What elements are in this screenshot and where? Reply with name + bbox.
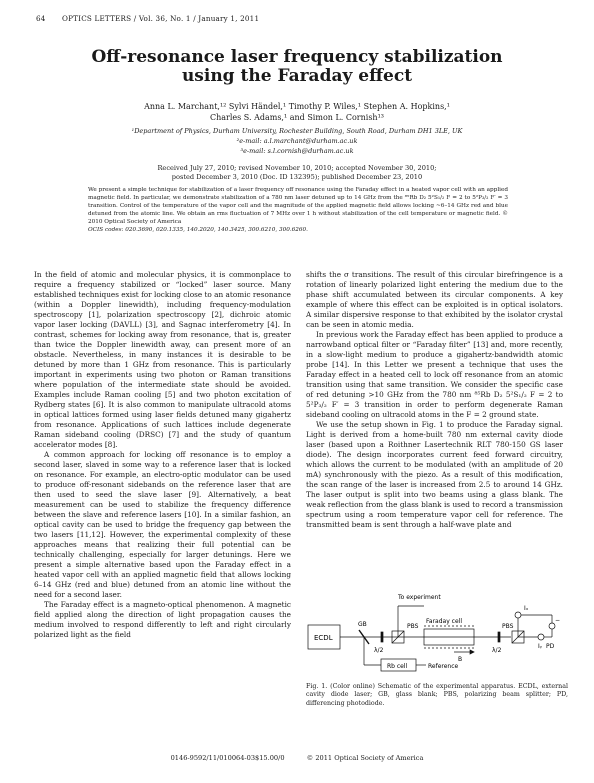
label-gb: GB (358, 621, 367, 628)
authors-line-2: Charles S. Adams,¹ and Simon L. Cornish¹³ (209, 113, 384, 122)
footer-code: 0146-9592/11/010064-03$15.00/0 (170, 754, 285, 762)
paragraph: We use the setup shown in Fig. 1 to produce the Faraday signal. Light is derived from a home-built 780 nm external cavity diode laser (based upon a Roithner Lasertechnik RLT 780-150 GS laser diode). The design incorporates current feed forward circuitry, which allows the current to be modulated (with an amplitude of 20 mA) synchronously with the piezo. As a result of this modification, the scan range of the laser is increased from 2.5 to around 14 GHz. The laser output is split into two beams using a glass blank. The weak reflection from the glass blank is used to record a transmission spectrum using a room temperature vapor cell for reference. The transmitted beam is sent through a half-wave plate and (306, 420, 563, 529)
abstract-text: We present a simple technique for stabilization of a laser frequency off resonance using the Faraday effect in a heated vapor cell with an applied magnetic field. In particular, we demonstrate stabilization of a 780 nm laser detuned up to 14 GHz from the ⁸⁵Rb D₂ 5²S₁/₂ F = 2 to 5²P₃/₂ F′ = 3 transition. Control of the temperature of the vapor cell and the magnitude of the applied magnetic field allows locking ~6–14 GHz red and blue detuned from the atomic line. We obtain an rms fluctuation of 7 MHz over 1 h without stabilization of the cell temperature or magnetic field. © 2010 Optical Society of America (88, 187, 508, 226)
publication-dates (0, 164, 594, 182)
label-ix: Iₓ (524, 605, 529, 612)
page-footer (0, 754, 594, 762)
field-arrow-head (470, 650, 474, 654)
running-header (36, 14, 259, 23)
label-half-wave-1: λ/2 (374, 647, 384, 654)
email-1: ²e-mail: a.l.marchant@durham.ac.uk (236, 137, 358, 145)
paragraph: The Faraday effect is a magneto-optical phenomenon. A magnetic field applied along the direction of light propagation causes the medium involved to respond differently to left and right circularly polarized light as the field (34, 600, 291, 639)
photodiode-x (515, 612, 521, 618)
label-minus: − (555, 617, 561, 624)
photodiode-y (538, 634, 544, 640)
authors-line-1: Anna L. Marchant,¹² Sylvi Händel,¹ Timothy P. Wiles,¹ Stephen A. Hopkins,¹ (144, 102, 450, 111)
email-2: ³e-mail: s.l.cornish@durham.ac.uk (240, 147, 354, 155)
title-line-2: using the Faraday effect (181, 66, 413, 86)
affiliation-text: ¹Department of Physics, Durham University, Rochester Building, South Road, Durham DH1 3LE, UK (131, 127, 463, 135)
label-pd: PD (546, 643, 555, 650)
page-number: 64 (36, 14, 46, 23)
figure-1-schematic (306, 590, 566, 680)
schematic-svg (306, 590, 566, 680)
paper-title (0, 48, 594, 86)
label-iy: Iᵧ (538, 643, 543, 650)
label-pbs-2: PBS (502, 623, 514, 630)
label-faraday-cell: Faraday cell (426, 618, 462, 625)
label-ecdl: ECDL (314, 634, 333, 642)
body-column-left (34, 270, 291, 640)
title-line-1: Off-resonance laser frequency stabilization (91, 47, 503, 67)
paragraph: shifts the σ transitions. The result of this circular birefringence is a rotation of linearly polarized light entering the medium due to the phase shift accumulated between its circular components. A key example of where this effect can be exploited is in optical isolators. A similar dispersive response to that exhibited by the isolator crystal can be seen in atomic media. (306, 270, 563, 329)
label-reference: Reference (428, 663, 459, 670)
affiliations (0, 126, 594, 156)
label-to-experiment: To experiment (398, 594, 441, 601)
dates-line-1: Received July 27, 2010; revised November 10, 2010; accepted November 30, 2010; (157, 164, 437, 172)
label-half-wave-2: λ/2 (492, 647, 502, 654)
paragraph: In previous work the Faraday effect has been applied to produce a narrowband optical filter or “Faraday filter” [13] and, more recently, in a slow-light medium to produce a gigahertz-bandwidth atomic probe [14]. In this Letter we present a technique that uses the Faraday effect in a heated cell to lock off resonance from an atomic transition using that same transition. We consider the specific case of red detuning >10 GHz from the 780 nm ⁸⁵Rb D₂ 5²S₁/₂ F = 2 to 5²P₃/₂ F′ = 3 transition in order to perform degenerate Raman sideband cooling on ultracold atoms in the F = 2 ground state. (306, 330, 563, 419)
label-rb-cell: Rb cell (387, 663, 408, 670)
paragraph: In the field of atomic and molecular physics, it is commonplace to require a frequency stabilized or “locked” laser source. Many established techniques exist for locking close to an atomic resonance (within a Doppler linewidth), including frequency-modulation spectroscopy [1], polarization spectroscopy [2], dichroic atomic vapor laser locking (DAVLL) [3], and Sagnac interferometry [4]. In contrast, schemes for locking away from resonance, that is, greater than twice the Doppler linewidth away, can present more of an obstacle. Nevertheless, in many instances it is desirable to be detuned by more than 1 GHz from resonance. This is particularly important in experiments using two photon or Raman transitions where population of the intermediate state should be avoided. Examples include Raman cooling [5] and two photon excitation of Rydberg states [6]. It is also common to manipulate ultracold atoms in optical lattices formed using laser fields detuned many gigahertz from resonance. Applications of such lattices include degenerate Raman sideband cooling (DRSC) [7] and the study of quantum accelerator modes [8]. (34, 270, 291, 449)
ocis-codes: OCIS codes: 020.3690, 020.1335, 140.2020, 140.3425, 300.6210, 300.6260. (88, 227, 308, 234)
journal-citation: OPTICS LETTERS / Vol. 36, No. 1 / January 1, 2011 (62, 14, 260, 23)
author-list (0, 101, 594, 123)
label-b-field: B (458, 656, 463, 663)
paragraph: A common approach for locking off resonance is to employ a second laser, slaved in some way to a reference laser that is locked on resonance. For example, an electro-optic modulator can be used to produce off-resonant sidebands on the reference laser that are then used to seed the slave laser [9]. Alternatively, a beat measurement can be used to stabilize the frequency difference between the slave and reference lasers [10]. In a similar fashion, an optical cavity can be used to bridge the frequency gap between the two lasers [11,12]. However, the experimental complexity of these approaches means that realizing their full potential can be technically challenging, especially for larger detunings. Here we present a simple alternative based upon the Faraday effect in a heated vapor cell with an applied magnetic field that allows locking 6–14 GHz (red and blue) detuned from an atomic line without the need for a second laser. (34, 450, 291, 599)
half-wave-plate-2 (498, 632, 500, 642)
footer-copyright: © 2011 Optical Society of America (306, 754, 424, 762)
label-pbs-1: PBS (407, 623, 419, 630)
body-column-right (306, 270, 563, 530)
figure-caption: Fig. 1. (Color online) Schematic of the experimental apparatus. ECDL, external cavity diode laser; GB, glass blank; PBS, polarizing beam splitter; PD, differencing photodiode. (306, 683, 568, 707)
dates-line-2: posted December 3, 2010 (Doc. ID 132395); published December 23, 2010 (171, 173, 423, 181)
half-wave-plate-1 (381, 632, 383, 642)
abstract (88, 186, 508, 235)
